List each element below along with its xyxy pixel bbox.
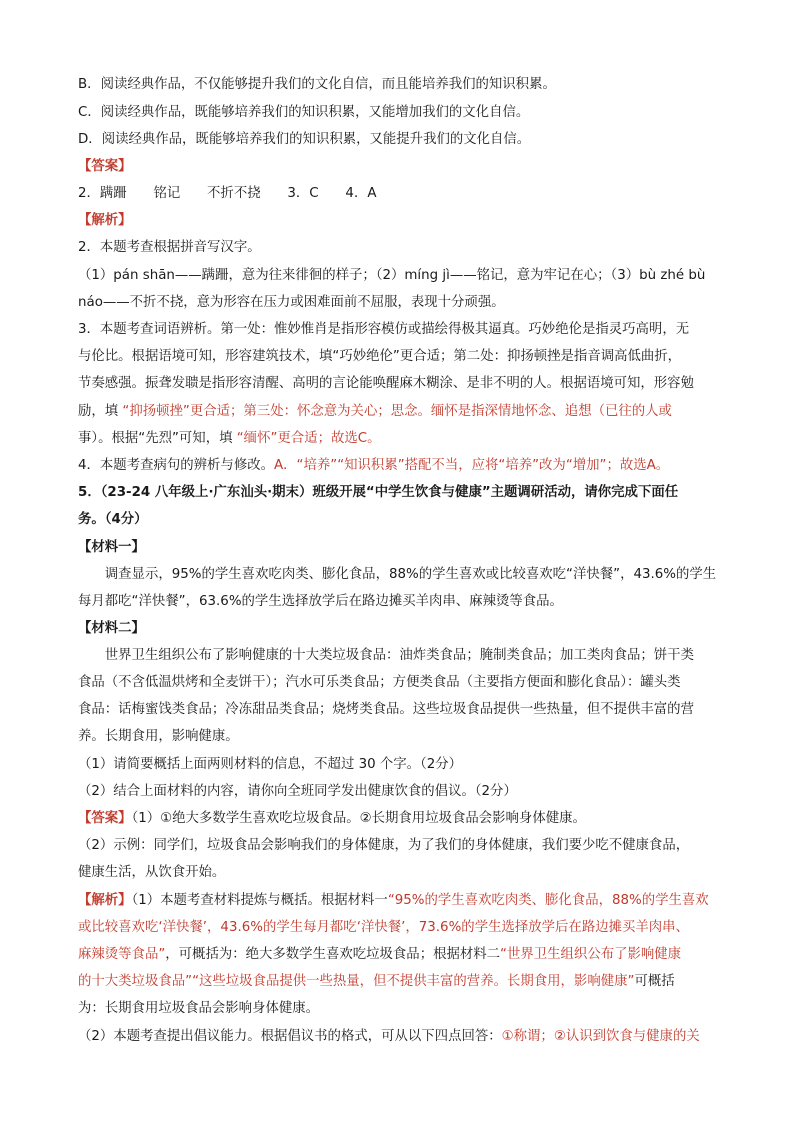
answer-text-1: 2．蹒跚 铭记 不折不挠 3．C 4．A <box>78 186 377 201</box>
subquestion-2: （2）结合上面材料的内容，请你向全班同学发出健康饮食的倡议。（2分） <box>78 784 517 799</box>
material1-line-1: 调查显示，95%的学生喜欢吃肉类、膨化食品，88%的学生喜欢或比较喜欢吃“洋快餐”，43.6%的学生 <box>78 567 717 582</box>
analysis1-line-2: （1）pán shān——蹒跚，意为往来徘徊的样子；（2）míng jì——铭记，意为牢记在心；（3）bù zhé bù <box>78 268 706 283</box>
option-d: D．阅读经典作品，既能够培养我们的知识积累，又能提升我们的文化自信。 <box>78 132 531 147</box>
analysis1-line-5: 与伦比。根据语境可知，形容建筑技术，填“巧妙绝伦”更合适；第二处：抑扬顿挫是指音调高低曲折， <box>78 349 682 364</box>
material2-line-4: 养。长期食用，影响健康。 <box>78 729 239 744</box>
material1-line-2: 每月都吃“洋快餐”，63.6%的学生选择放学后在路边摊买羊肉串、麻辣烫等食品。 <box>78 594 563 609</box>
analysis2-line-1-a: （1）本题考查材料提炼与概括。根据材料一 <box>131 893 388 908</box>
analysis1-line-6: 节奏感强。振聋发聩是指形容清醒、高明的言论能唤醒麻木糊涂、是非不明的人。根据语境可知，形容勉 <box>78 376 694 391</box>
analysis-tag-1: 【解析】 <box>78 213 132 228</box>
question5-line-2: 务。（4分） <box>78 512 148 527</box>
subquestion-1: （1）请简要概括上面两则材料的信息，不超过 30 个字。（2分） <box>78 757 463 772</box>
material2-line-2: 食品（不含低温烘烤和全麦饼干）；汽水可乐类食品；方便类食品（主要指方便面和膨化食品）：罐头类 <box>78 675 681 690</box>
material2-title: 【材料二】 <box>78 621 145 636</box>
analysis2-line-6 <box>78 1028 738 1046</box>
answer-line-1 <box>78 185 738 203</box>
material1-title: 【材料一】 <box>78 540 145 555</box>
analysis2-line-3-c: “世界卫生组织公布了影响健康 <box>500 947 682 962</box>
analysis1-line-7-b: “抑扬顿挫”更合适；第三处：怀念意为关心；思念。缅怀是指深情地怀念、追想（已往的人或 <box>118 404 672 419</box>
analysis1-line-9 <box>78 457 738 475</box>
analysis1-line-8-a: 事）。根据“先烈”可知，填 <box>78 431 233 446</box>
analysis2-line-4-c: 可概括 <box>634 974 675 989</box>
analysis2-line-2: 或比较喜欢吃‘洋快餐’，43.6%的学生每月都吃‘洋快餐’，73.6%的学生选择放学后在路边摊买羊肉串、 <box>78 920 689 935</box>
question5-line-1: 5．（23-24 八年级上·广东汕头·期末）班级开展“中学生饮食与健康”主题调研活动，请你完成下面任 <box>78 485 679 500</box>
option-c: C．阅读经典作品，既能够培养我们的知识积累，又能增加我们的文化自信。 <box>78 105 530 120</box>
material2-line-1: 世界卫生组织公布了影响健康的十大类垃圾食品：油炸类食品；腌制类食品；加工类肉食品；饼干类 <box>78 648 694 663</box>
option-b: B．阅读经典作品，不仅能够提升我们的文化自信，而且能培养我们的知识积累。 <box>78 77 556 92</box>
analysis1-line-3: náo——不折不挠，意为形容在压力或困难面前不屈服，表现十分顽强。 <box>78 295 505 310</box>
analysis2-line-5: 为：长期食用垃圾食品会影响身体健康。 <box>78 1001 320 1016</box>
analysis1-line-9-b: A．“培养”“知识积累”搭配不当，应将“培养”改为“增加”；故选A。 <box>274 458 670 473</box>
material2-line-3: 食品：话梅蜜饯类食品；冷冻甜品类食品；烧烤类食品。这些垃圾食品提供一些热量，但不提供丰富的营 <box>78 702 694 717</box>
analysis2-line-4 <box>78 973 738 991</box>
analysis2-line-6-a: （2）本题考查提出倡议能力。根据倡议书的格式，可从以下四点回答： <box>78 1029 502 1044</box>
analysis1-line-9-a: 4．本题考查病句的辨析与修改。 <box>78 458 274 473</box>
analysis2-line-3 <box>78 946 738 964</box>
analysis2-line-6-b: ①称谓；②认识到饮食与健康的关 <box>501 1029 700 1044</box>
analysis2-line-1-b: “95%的学生喜欢吃肉类、膨化食品，88%的学生喜欢 <box>387 893 709 908</box>
analysis2-line-1 <box>78 892 738 910</box>
answer-tag-2: 【答案】 <box>78 811 132 826</box>
answer-tag-1: 【答案】 <box>78 159 132 174</box>
analysis2-line-3-a: 麻辣烫等食品” <box>78 947 166 962</box>
analysis1-line-8-b: “缅怀”更合适；故选C。 <box>232 431 381 446</box>
analysis2-line-4-b: “这些垃圾食品提供一些热量，但不提供丰富的营养。长期食用，影响健康” <box>192 974 635 989</box>
analysis1-line-1: 2．本题考查根据拼音写汉字。 <box>78 240 261 255</box>
analysis1-line-7 <box>78 403 738 421</box>
answer2-line-3: 健康生活，从饮食开始。 <box>78 865 226 880</box>
analysis1-line-7-a: 励，填 <box>78 404 119 419</box>
analysis-tag-2: 【解析】 <box>78 893 132 908</box>
answer2-line-2: （2）示例：同学们，垃圾食品会影响我们的身体健康，为了我们的身体健康，我们要少吃不健康食品， <box>78 838 690 853</box>
answer2-line-1 <box>78 810 738 828</box>
analysis1-line-8 <box>78 430 738 448</box>
answer2-text-1: （1）①绝大多数学生喜欢吃垃圾食品。②长期食用垃圾食品会影响身体健康。 <box>131 811 586 826</box>
analysis2-line-3-b: ，可概括为：绝大多数学生喜欢吃垃圾食品；根据材料二 <box>165 947 501 962</box>
analysis1-line-4: 3．本题考查词语辨析。第一处：惟妙惟肖是指形容模仿或描绘得极其逼真。巧妙绝伦是指灵巧高明，无 <box>78 322 690 337</box>
analysis2-line-4-a: 的十大类垃圾食品” <box>78 974 193 989</box>
